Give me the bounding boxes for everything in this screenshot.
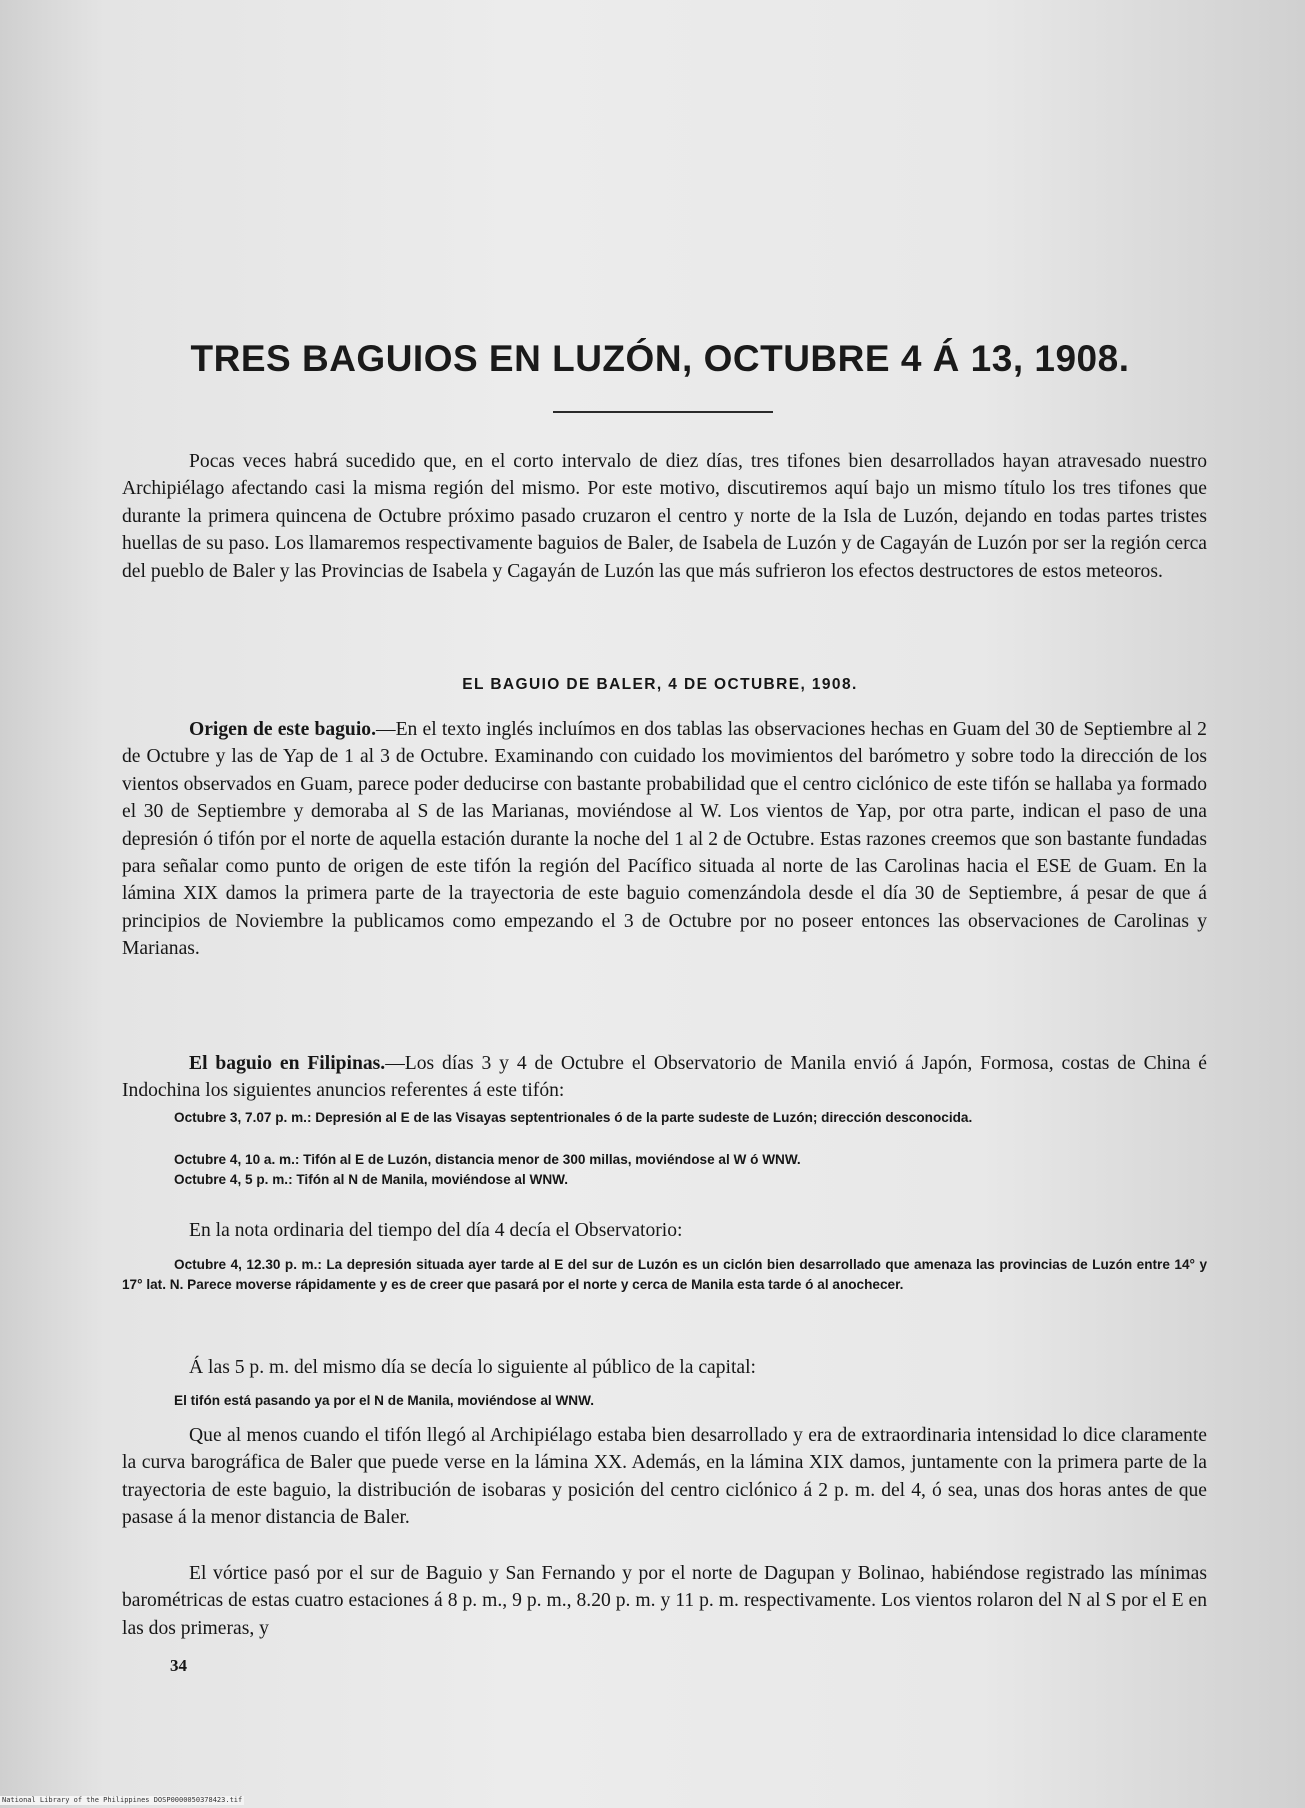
philippines-text: —Los días 3 y 4 de Octubre el Observatorio de Manila envió á Japón, Formosa, costas de China é Indochina los siguientes anuncios referentes á este tifón: [122,1053,1207,1102]
intro-paragraph: Pocas veces habrá sucedido que, en el corto intervalo de diez días, tres tifones bien desarrollados hayan atravesado nuestro Archipiélago afectando casi la misma región del mismo. Por este motivo, discutiremos aquí bajo un mismo título los tres tifones que durante la primera quincena de Octubre próximo pasado cruzaron el centro y norte de la Isla de Luzón, dejando en todas partes tristes huellas de su paso. Los llamaremos respectivamente baguios de Baler, de Isabela de Luzón y de Cagayán de Luzón por ser la región cerca del pueblo de Baler y las Provincias de Isabela y Cagayán de Luzón las que más sufrieron los efectos destructores de estos meteoros. [122,451,1207,582]
origin-text: —En el texto inglés incluímos en dos tablas las observaciones hechas en Guam del 30 de Septiembre al 2 de Octubre y las de Yap de 1 al 3 de Octubre. Examinando con cuidado los movimientos del barómetro y sobre todo la dirección de los vientos observados en Guam, parece poder deducirse con bastante probabilidad que el centro ciclónico de este tifón se hallaba ya formado el 30 de Septiembre y demoraba al S de las Marianas, moviéndose al W. Los vientos de Yap, por otra parte, indican el paso de una depresión ó tifón por el norte de aquella estación durante la noche del 1 al 2 de Octubre. Estas razones creemos que son bastante fundadas para señalar como punto de origen de este tifón la región del Pacífico situada al norte de las Carolinas hacia el ESE de Guam. En la lámina XIX damos la primera parte de la trayectoria de este baguio comenzándola desde el día 30 de Septiembre, á pesar de que á principios de Noviembre la publicamos como empezando el 3 de Octubre por no poseer entonces las observaciones de Carolinas y Marianas. [122,719,1207,960]
nota-bulletin: Octubre 4, 12.30 p. m.: La depresión situada ayer tarde al E del sur de Luzón es un ciclón bien desarrollado que amenaza las provincias de Luzón entre 14° y 17° lat. N. Parece moverse rápidamente y es de creer que pasará por el norte y cerca de Manila esta tarde ó al anochecer. [122,1257,1207,1292]
bulletin-3: Octubre 4, 5 p. m.: Tifón al N de Manila, moviéndose al WNW. [174,1172,569,1187]
public-intro: Á las 5 p. m. del mismo día se decía lo siguiente al público de la capital: [189,1357,756,1378]
philippines-paragraph [122,1050,1207,1105]
archipelago-paragraph: Que al menos cuando el tifón llegó al Archipiélago estaba bien desarrollado y era de extraordinaria intensidad lo dice claramente la curva barográfica de Baler que puede verse en la lámina XX. Además, en la lámina XIX damos, juntamente con la primera parte de la trayectoria de este baguio, la distribución de isobaras y posición del centro ciclónico á 2 p. m. del 4, ó sea, unas dos horas antes de que pasase á la menor distancia de Baler. [122,1425,1207,1529]
scan-footer: National Library of the Philippines DOSP0000050378423.tif [2,1796,243,1804]
origin-paragraph [122,716,1207,963]
nota-intro: En la nota ordinaria del tiempo del día 4 decía el Observatorio: [189,1220,683,1241]
bulletin-1: Octubre 3, 7.07 p. m.: Depresión al E de las Visayas septentrionales ó de la parte sudeste de Luzón; dirección desconocida. [174,1110,973,1125]
vortex-paragraph: El vórtice pasó por el sur de Baguio y San Fernando y por el norte de Dagupan y Bolinao, habiéndose registrado las mínimas barométricas de estas cuatro estaciones á 8 p. m., 9 p. m., 8.20 p. m. y 11 p. m. respectivamente. Los vientos rolaron del N al S por el E en las dos primeras, y [122,1563,1207,1639]
bulletin-2: Octubre 4, 10 a. m.: Tifón al E de Luzón, distancia menor de 300 millas, moviéndose al W ó WNW. [174,1152,801,1167]
origin-label: Origen de este baguio. [189,719,376,740]
public-bulletin: El tifón está pasando ya por el N de Manila, moviéndose al WNW. [174,1393,594,1408]
page-number: 34 [170,1656,187,1675]
philippines-label: El baguio en Filipinas. [189,1053,386,1074]
section-heading: EL BAGUIO DE BALER, 4 DE OCTUBRE, 1908. [462,676,858,693]
article-title: TRES BAGUIOS EN LUZÓN, OCTUBRE 4 Á 13, 1908. [190,338,1130,379]
title-divider [553,411,773,413]
